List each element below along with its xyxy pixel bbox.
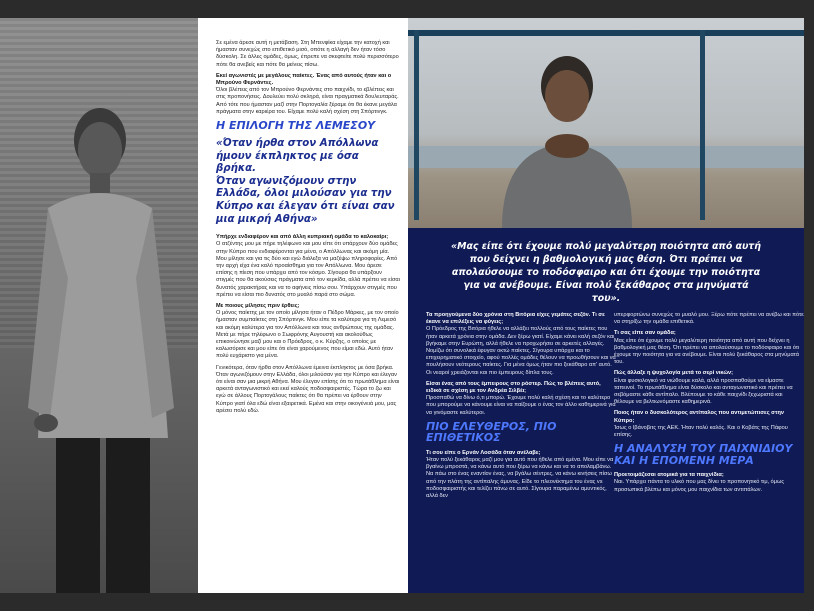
pull-quote-right: «Μας είπε ότι έχουμε πολύ μεγαλύτερη ποιότητα από αυτή που δείχνει η βαθμολογική μας θέση. Ότι πρέπει να απολαύσουμε το ποδόσφαιρο και ότι έχουμε την ποιότητα για να ανέβουμε. Είναι πολύ ξεκάθαρος στα μηνύματά του».: [451, 241, 761, 304]
section-heading-limassol: Η ΕΠΙΛΟΓΗ ΤΗΣ ΛΕΜΕΣΟΥ: [216, 119, 376, 133]
intro-paragraph: Σε εμένα άρεσε αυτή η μετάβαση. Στη Μπενφίκα είχαμε την κατοχή και ήμασταν συνεχώς στο επιθετικό μισό, οπότε η αλλαγή δεν ήταν τόσο δύσκολη. Σε άλλες ομάδες, όμως, έπρεπε να σκεφτείτε πολύ περισσότερο πότε θα ανεβείς και πότε θα μείνεις πίσω.: [216, 40, 399, 68]
question-1: Εκεί αγωνιστές με μεγάλους παίκτες. Ένας από αυτούς ήταν και ο Μπρούνο Φερνάντες.: [216, 72, 392, 87]
r-question-7: Προετοιμάζεσαι ατομικά για τα παιχνίδια;: [614, 472, 724, 479]
shelter-post: [414, 30, 419, 220]
answer-1: Όλοι βλέπεις από τον Μπρούνο Φερνάντες στο παιχνίδι, το εβλέπεις και στις προπονήσεις. Δουλεύει πολύ σκληρά, είναι πραγματικά δουλευταράς. Από τότε που ήμασταν μαζί στην Πορτογαλία ξέραμε ότι θα έκανε μεγάλα πράγματα στην καριέρα του. Είχαμε πολύ καλή σχέση στη Σπόρτινγκ.: [216, 87, 399, 115]
section-heading-analysis: Η ΑΝΑΛΥΣΗ ΤΟΥ ΠΑΙΧΝΙΔΙΟΥ ΚΑΙ Η ΕΠΟΜΕΝΗ ΜΕΡΑ: [614, 442, 793, 467]
r-question-2: Είσαι ένας από τους έμπειρους στο ρόστερ. Πώς το βλέπεις αυτό, ειδικά σε σχέση με τον Ανδρέα Σιλβέι;: [426, 380, 601, 395]
player-photo-left: [0, 18, 198, 593]
left-text-column: [216, 40, 400, 419]
answer-3-continued: Γενικότερα, όταν ήρθα στον Απόλλωνα έμεινα έκπληκτος με όσα βρήκα. Όταν αγωνιζόμουν στην Ελλάδα, όλοι μιλούσαν για την Κύπρο και έλεγαν ότι είναι σαν μια μικρή Αθήνα. Μου έλεγαν επίσης ότι το πρωτάθλημα είναι αρκετά ανταγωνιστικό και εκεί καλούς ποδοσφαιριστές. Τώρα το ζω και εγώ σε άλλους Πορτογάλους παίκτες ότι θα πρέπει να έρθουν στην Κύπρο γιατί όλα εδώ είναι εξαιρετικά. Εμένα και στην οικογένειά μου, μας αρέσει πολύ εδώ.: [216, 364, 400, 414]
r-question-1: Τα προηγούμενα δύο χρόνια στη Βιτόρια είχες γεμάτες σεζόν. Τι σε έκανε να επιλέξεις να φύγεις;: [426, 312, 605, 326]
r-answer-4: Μας είπε ότι έχουμε πολύ μεγαλύτερη ποιότητα από αυτή που δείχνει η βαθμολογική μας θέση. Ότι πρέπει να απολαύσουμε το ποδόσφαιρο και ότι έχουμε την ποιότητα για να ανέβουμε. Είναι πολύ ξεκάθαρος στα μηνύματά του.: [614, 337, 800, 366]
r-question-4: Τι σας είπε σαν ομάδα;: [614, 330, 676, 337]
player-figure-left: [28, 78, 178, 593]
right-text-column-2: [614, 312, 804, 498]
right-text-column-1: [426, 312, 616, 504]
pull-quote-line-1: «Όταν ήρθα στον Απόλλωνα ήμουν έκπληκτος με όσα βρήκα.: [216, 138, 379, 175]
r-answer-5: Είναι φυσιολογικό να νιώθουμε καλά, αλλά προσπαθούμε να είμαστε ταπεινοί. Το πρωτάθλημα είναι δύσκολο και ανταγωνιστικό και πρέπει να σεβόμαστε κάθε αντίπαλο. Βλέπουμε το κάθε παιχνίδι ξεχωριστά και θέλουμε να βελτιωνόμαστε καθημερινά.: [614, 377, 793, 406]
section-heading-freer: ΠΙΟ ΕΛΕΥΘΕΡΟΣ, ΠΙΟ ΕΠΙΘΕΤΙΚΟΣ: [426, 419, 557, 445]
r-answer-1: Ο Πρόεδρος της Βιτόρια ήθελε να αλλάξει πολλούς από τους παίκτες που ήταν αρκετά χρόνια στην ομάδα. Δεν ξέρω γιατί. Είχαμε κάνει καλή σεζόν και βγήκαμε στην Ευρώπη, αλλά ήθελε να προχωρήσει σε αρκετές αλλαγές. Νομίζω ότι συνολικά έφυγαν οκτώ παίκτες. Σίγουρα υπάρχει και το επιχειρηματικό στοιχείο, αφού πολλές ομάδες θέλουν να προωθήσουν και να πουλήσουν νεότερους παίκτες. Για μένα όμως ήταν πιο ξεκάθαρο απ' αυτό. Οι νεαροί χρειάζονται και πιο έμπειρους δίπλα τους.: [426, 326, 616, 376]
pull-quote-line-2: Όταν αγωνιζόμουν στην Ελλάδα, όλοι μιλούσαν για την Κύπρο και έλεγαν ότι είναι σαν μια μικρή Αθήνα»: [216, 175, 395, 225]
r-question-3: Τι σου είπε ο Ερνάν Λοσάδα όταν ανέλαβε;: [426, 449, 541, 456]
r-question-5: Πώς άλλαξε η ψυχολογία μετά το σερί νικών;: [614, 370, 734, 377]
r-answer-3: Ήταν πολύ ξεκάθαρος μαζί μου για αυτό που ήθελε από εμένα. Μου είπε να βγαίνω μπροστά, να κάνω αυτό που ξέρω να κάνω και να το απολαμβάνω. Να πάω στο ένας εναντίον ένας, να βγάλω σέντρες, να κάνω κινήσεις πίσω από την πλάτη της αντίπαλης άμυνας. Είδε το πλεονέκτημα του ένας vs ποδοσφαιριστής και τελίζει πάνω σε αυτό. Σίγουρα παραμένω αμυντικός, αλλά δεν: [426, 457, 614, 500]
r-answer-3-continued: υπερφορτώνω συνεχώς το μυαλό μου. Ξέρω πότε πρέπει να ανέβω και πότε να στηρίξω την ομάδα επιθετικά.: [614, 312, 804, 326]
r-answer-6: Ίσως ο Ιβάνοβιτς της ΑΕΚ. Ήταν πολύ καλός. Και ο Κοβάτς της Πάφου επίσης.: [614, 424, 788, 439]
answer-3: Ο μόνος παίκτης με τον οποίο μίλησα ήταν ο Πέδρο Μάρκες, με τον οποίο ήμασταν συμπαίκτες στη Σπόρτινγκ. Μου είπε τα καλύτερα για τη Λεμεσό και ακόμη καλύτερα για τον Απόλλωνα και τους ανθρώπους της ομάδας. Μετά με πήρε τηλέφωνο ο Σωφρόνης Αυγουστή και ακολούθως επικοινώνησε μαζί μου και ο Πρόεδρος, ο κ. Κύρζης, ο οποίος με καλωσόρισε και μου είπε ότι είναι χαρούμενος που είμαι εδώ. Αυτό ήταν πολύ ευχάριστο για μένα.: [216, 310, 399, 360]
shelter-post: [700, 30, 705, 220]
r-answer-2: Προσπαθώ να δίνω ό,τι μπορώ. Έχουμε πολύ καλή σχέση και το καλύτερο που μπορούμε να κάνουμε είναι να παίζουμε ο ένας τον άλλο καθημερινά για να γινόμαστε καλύτεροι.: [426, 395, 616, 416]
r-question-6: Ποιος ήταν ο δυσκολότερος αντίπαλος που αντιμετώπισες στην Κύπρο;: [614, 410, 785, 424]
answer-2: Ο ατζέντης μου με πήρε τηλέφωνο και μου είπε ότι υπάρχουν δύο ομάδες στην Κύπρο που ενδιαφέρονται για μένα, ο Απόλλωνας και ακόμη μία. Μου μίλησε και για τις δύο και εγώ διάλεξα να μαζέψω πληροφορίες. Από την αρχή είχα ένα καλό προαίσθημα για τον Απόλλωνα. Μου άρεσε επίσης η πίεση που υπάρχει από τον κόσμο. Σίγουρα θα υπάρξουν στιγμές που θα ακούσεις πράγματα από τον κερκίδα, αλλά πρέπει να είσαι δυνατός χαρακτήρας και να το αφήνεις πίσω σου. Υπάρχουν στιγμές που πρέπει να είσαι πιο δυνατός στο μυαλό παρά στο σώμα.: [216, 241, 400, 298]
pull-quote-left: [216, 138, 400, 226]
question-2: Υπήρχε ενδιαφέρον και από άλλη κυπριακή ομάδα το καλοκαίρι;: [216, 234, 389, 241]
player-figure-right: [492, 38, 642, 228]
r-answer-7: Ναι. Υπάρχει πάντα το υλικό που μας δίνει το προπονητικό τιμ, όμως προσωπικά βλέπω και μόνος μου παιχνίδια των αντιπάλων.: [614, 479, 785, 493]
left-text-page: [198, 18, 408, 593]
question-3: Με ποιους μίλησες πριν έρθεις;: [216, 303, 300, 310]
player-photo-right: [408, 18, 804, 228]
right-text-page: [408, 18, 804, 593]
shelter-beam: [408, 30, 804, 36]
